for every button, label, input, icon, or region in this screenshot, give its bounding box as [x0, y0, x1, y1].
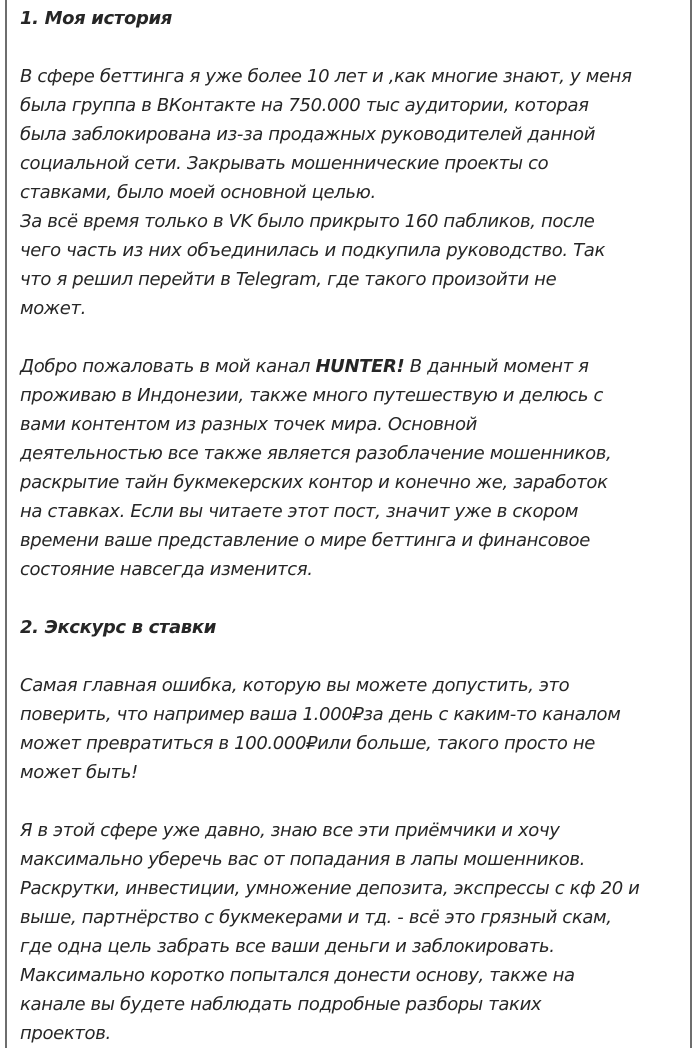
text-line: где одна цель забрать все ваши деньги и заблокировать. — [20, 936, 555, 957]
section-1-heading: 1. Моя история — [20, 8, 172, 29]
text-line: что я решил перейти в Telegram, где такого произойти не — [20, 269, 557, 290]
section-2-paragraph-1 — [20, 671, 684, 787]
text-line: может превратиться в 100.000₽или больше, такого просто не — [20, 733, 596, 754]
text-line: была группа в ВКонтакте на 750.000 тыс аудитории, которая — [20, 95, 589, 116]
text-line — [20, 352, 684, 381]
text-line: канале вы будете наблюдать подробные разборы таких — [20, 994, 542, 1015]
welcome-text: Добро пожаловать в мой канал — [20, 356, 316, 377]
text-line: Я в этой сфере уже давно, знаю все эти приёмчики и хочу — [20, 820, 560, 841]
left-border — [5, 0, 7, 1048]
text-line: выше, партнёрство с букмекерами и тд. - всё это грязный скам, — [20, 907, 612, 928]
text-line: В сфере беттинга я уже более 10 лет и ,как многие знают, у меня — [20, 66, 632, 87]
text-line: чего часть из них объединилась и подкупила руководство. Так — [20, 240, 606, 261]
text-line: Самая главная ошибка, которую вы можете допустить, это — [20, 675, 570, 696]
text-line: деятельностью все также является разоблачение мошенников, — [20, 443, 612, 464]
text-line: была заблокирована из-за продажных руководителей данной — [20, 124, 596, 145]
text-line: За всё время только в VK было прикрыто 160 пабликов, после — [20, 211, 595, 232]
text-line: состояние навсегда изменится. — [20, 559, 313, 580]
text-line: ставками, было моей основной целью. — [20, 182, 376, 203]
section-2-heading: 2. Экскурс в ставки — [20, 617, 216, 638]
section-1-paragraph-2 — [20, 352, 684, 584]
text-line: вами контентом из разных точек мира. Основной — [20, 414, 477, 435]
text-line: может. — [20, 298, 86, 319]
text-line: Максимально коротко попытался донести основу, также на — [20, 965, 575, 986]
section-2-paragraph-2 — [20, 816, 684, 1048]
welcome-text-continued: В данный момент я — [404, 356, 589, 377]
text-line: социальной сети. Закрывать мошеннические проекты со — [20, 153, 549, 174]
text-line: максимально уберечь вас от попадания в лапы мошенников. — [20, 849, 586, 870]
section-1-paragraph-1 — [20, 62, 684, 323]
document-content — [20, 4, 684, 1048]
text-line: времени ваше представление о мире беттинга и финансовое — [20, 530, 590, 551]
right-border — [690, 0, 692, 1048]
text-line: поверить, что например ваша 1.000₽за день с каким-то каналом — [20, 704, 621, 725]
text-line: проектов. — [20, 1023, 111, 1044]
text-line: на ставках. Если вы читаете этот пост, значит уже в скором — [20, 501, 579, 522]
text-line: Раскрутки, инвестиции, умножение депозита, экспрессы с кф 20 и — [20, 878, 640, 899]
text-line: может быть! — [20, 762, 138, 783]
text-line: раскрытие тайн букмекерских контор и конечно же, заработок — [20, 472, 608, 493]
channel-name: HUNTER! — [315, 356, 405, 377]
text-line: проживаю в Индонезии, также много путешествую и делюсь с — [20, 385, 604, 406]
